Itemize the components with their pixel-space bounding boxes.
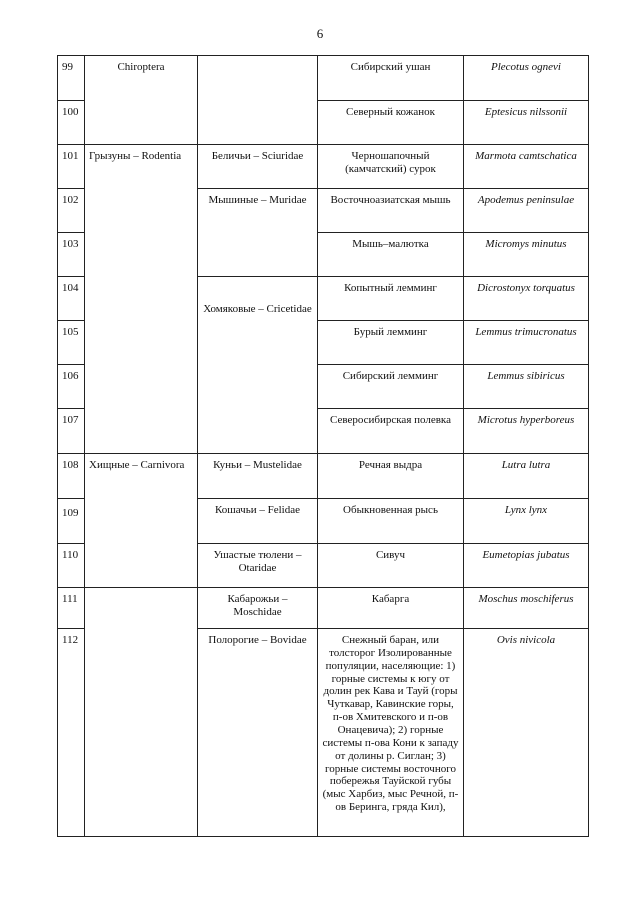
species-name-ru: Речная выдра bbox=[318, 454, 464, 499]
family-cell: Полорогие – Bovidae bbox=[198, 629, 318, 837]
species-name-ru: Снежный баран, или толсторог Изолированные популяции, населяющие: 1) горные системы к югу от долин рек Кава и Тауй (горы Чуткавар, Кавинские горы, п-ов Хмитевского и п-ов Онацевича); 2) горные системы п-ова Кони к западу от долины р. Сиглан; 3) горные системы восточного побережья Тауйской губы (мыс Харбиз, мыс Речной, п-ов Беринга, гряда Кил), bbox=[318, 629, 464, 837]
row-number: 108 bbox=[58, 454, 85, 499]
species-name-latin: Microtus hyperboreus bbox=[464, 409, 589, 454]
species-name-latin: Lemmus trimucronatus bbox=[464, 321, 589, 365]
table-row bbox=[58, 56, 589, 101]
family-cell: Ушастые тюлени – Otaridae bbox=[198, 544, 318, 588]
order-cell: Грызуны – Rodentia bbox=[85, 145, 198, 454]
row-number: 107 bbox=[58, 409, 85, 454]
family-cell bbox=[198, 56, 318, 145]
row-number: 102 bbox=[58, 189, 85, 233]
row-number: 103 bbox=[58, 233, 85, 277]
species-name-ru: Сивуч bbox=[318, 544, 464, 588]
species-name-latin: Lutra lutra bbox=[464, 454, 589, 499]
species-name-latin: Lemmus sibiricus bbox=[464, 365, 589, 409]
row-number: 111 bbox=[58, 588, 85, 629]
family-cell: Беличьи – Sciuridae bbox=[198, 145, 318, 189]
family-cell: Мышиные – Muridae bbox=[198, 189, 318, 277]
species-name-ru: Обыкновенная рысь bbox=[318, 499, 464, 544]
row-number: 100 bbox=[58, 101, 85, 145]
species-name-latin: Plecotus ognevi bbox=[464, 56, 589, 101]
table-row bbox=[58, 588, 589, 629]
family-cell: Куньи – Mustelidae bbox=[198, 454, 318, 499]
species-name-latin: Micromys minutus bbox=[464, 233, 589, 277]
row-number: 104 bbox=[58, 277, 85, 321]
table-row bbox=[58, 454, 589, 499]
species-name-ru: Сибирский лемминг bbox=[318, 365, 464, 409]
species-name-ru: Восточноазиатская мышь bbox=[318, 189, 464, 233]
order-cell: Хищные – Carnivora bbox=[85, 454, 198, 588]
row-number: 112 bbox=[58, 629, 85, 837]
row-number: 110 bbox=[58, 544, 85, 588]
family-cell: Кошачьи – Felidae bbox=[198, 499, 318, 544]
species-name-ru: Копытный лемминг bbox=[318, 277, 464, 321]
species-name-latin: Lynx lynx bbox=[464, 499, 589, 544]
species-name-latin: Apodemus peninsulae bbox=[464, 189, 589, 233]
species-name-ru: Бурый лемминг bbox=[318, 321, 464, 365]
family-cell: Хомяковые – Cricetidae bbox=[198, 277, 318, 454]
species-name-ru: Черношапочный (камчатский) сурок bbox=[318, 145, 464, 189]
family-cell: Кабарожьи – Moschidae bbox=[198, 588, 318, 629]
row-number: 99 bbox=[58, 56, 85, 101]
species-name-ru: Мышь–малютка bbox=[318, 233, 464, 277]
row-number: 105 bbox=[58, 321, 85, 365]
page-number: 6 bbox=[316, 26, 324, 41]
species-name-ru: Кабарга bbox=[318, 588, 464, 629]
species-name-latin: Eptesicus nilssonii bbox=[464, 101, 589, 145]
order-cell bbox=[85, 588, 198, 837]
order-cell: Chiroptera bbox=[85, 56, 198, 145]
species-name-latin: Marmota camtschatica bbox=[464, 145, 589, 189]
species-name-latin: Dicrostonyx torquatus bbox=[464, 277, 589, 321]
row-number: 106 bbox=[58, 365, 85, 409]
table-row bbox=[58, 145, 589, 189]
species-name-latin: Eumetopias jubatus bbox=[464, 544, 589, 588]
row-number: 109 bbox=[58, 499, 85, 544]
species-name-latin: Ovis nivicola bbox=[464, 629, 589, 837]
row-number: 101 bbox=[58, 145, 85, 189]
species-table bbox=[57, 55, 589, 837]
species-name-ru: Северосибирская полевка bbox=[318, 409, 464, 454]
species-name-ru: Северный кожанок bbox=[318, 101, 464, 145]
species-name-latin: Moschus moschiferus bbox=[464, 588, 589, 629]
species-name-ru: Сибирский ушан bbox=[318, 56, 464, 101]
